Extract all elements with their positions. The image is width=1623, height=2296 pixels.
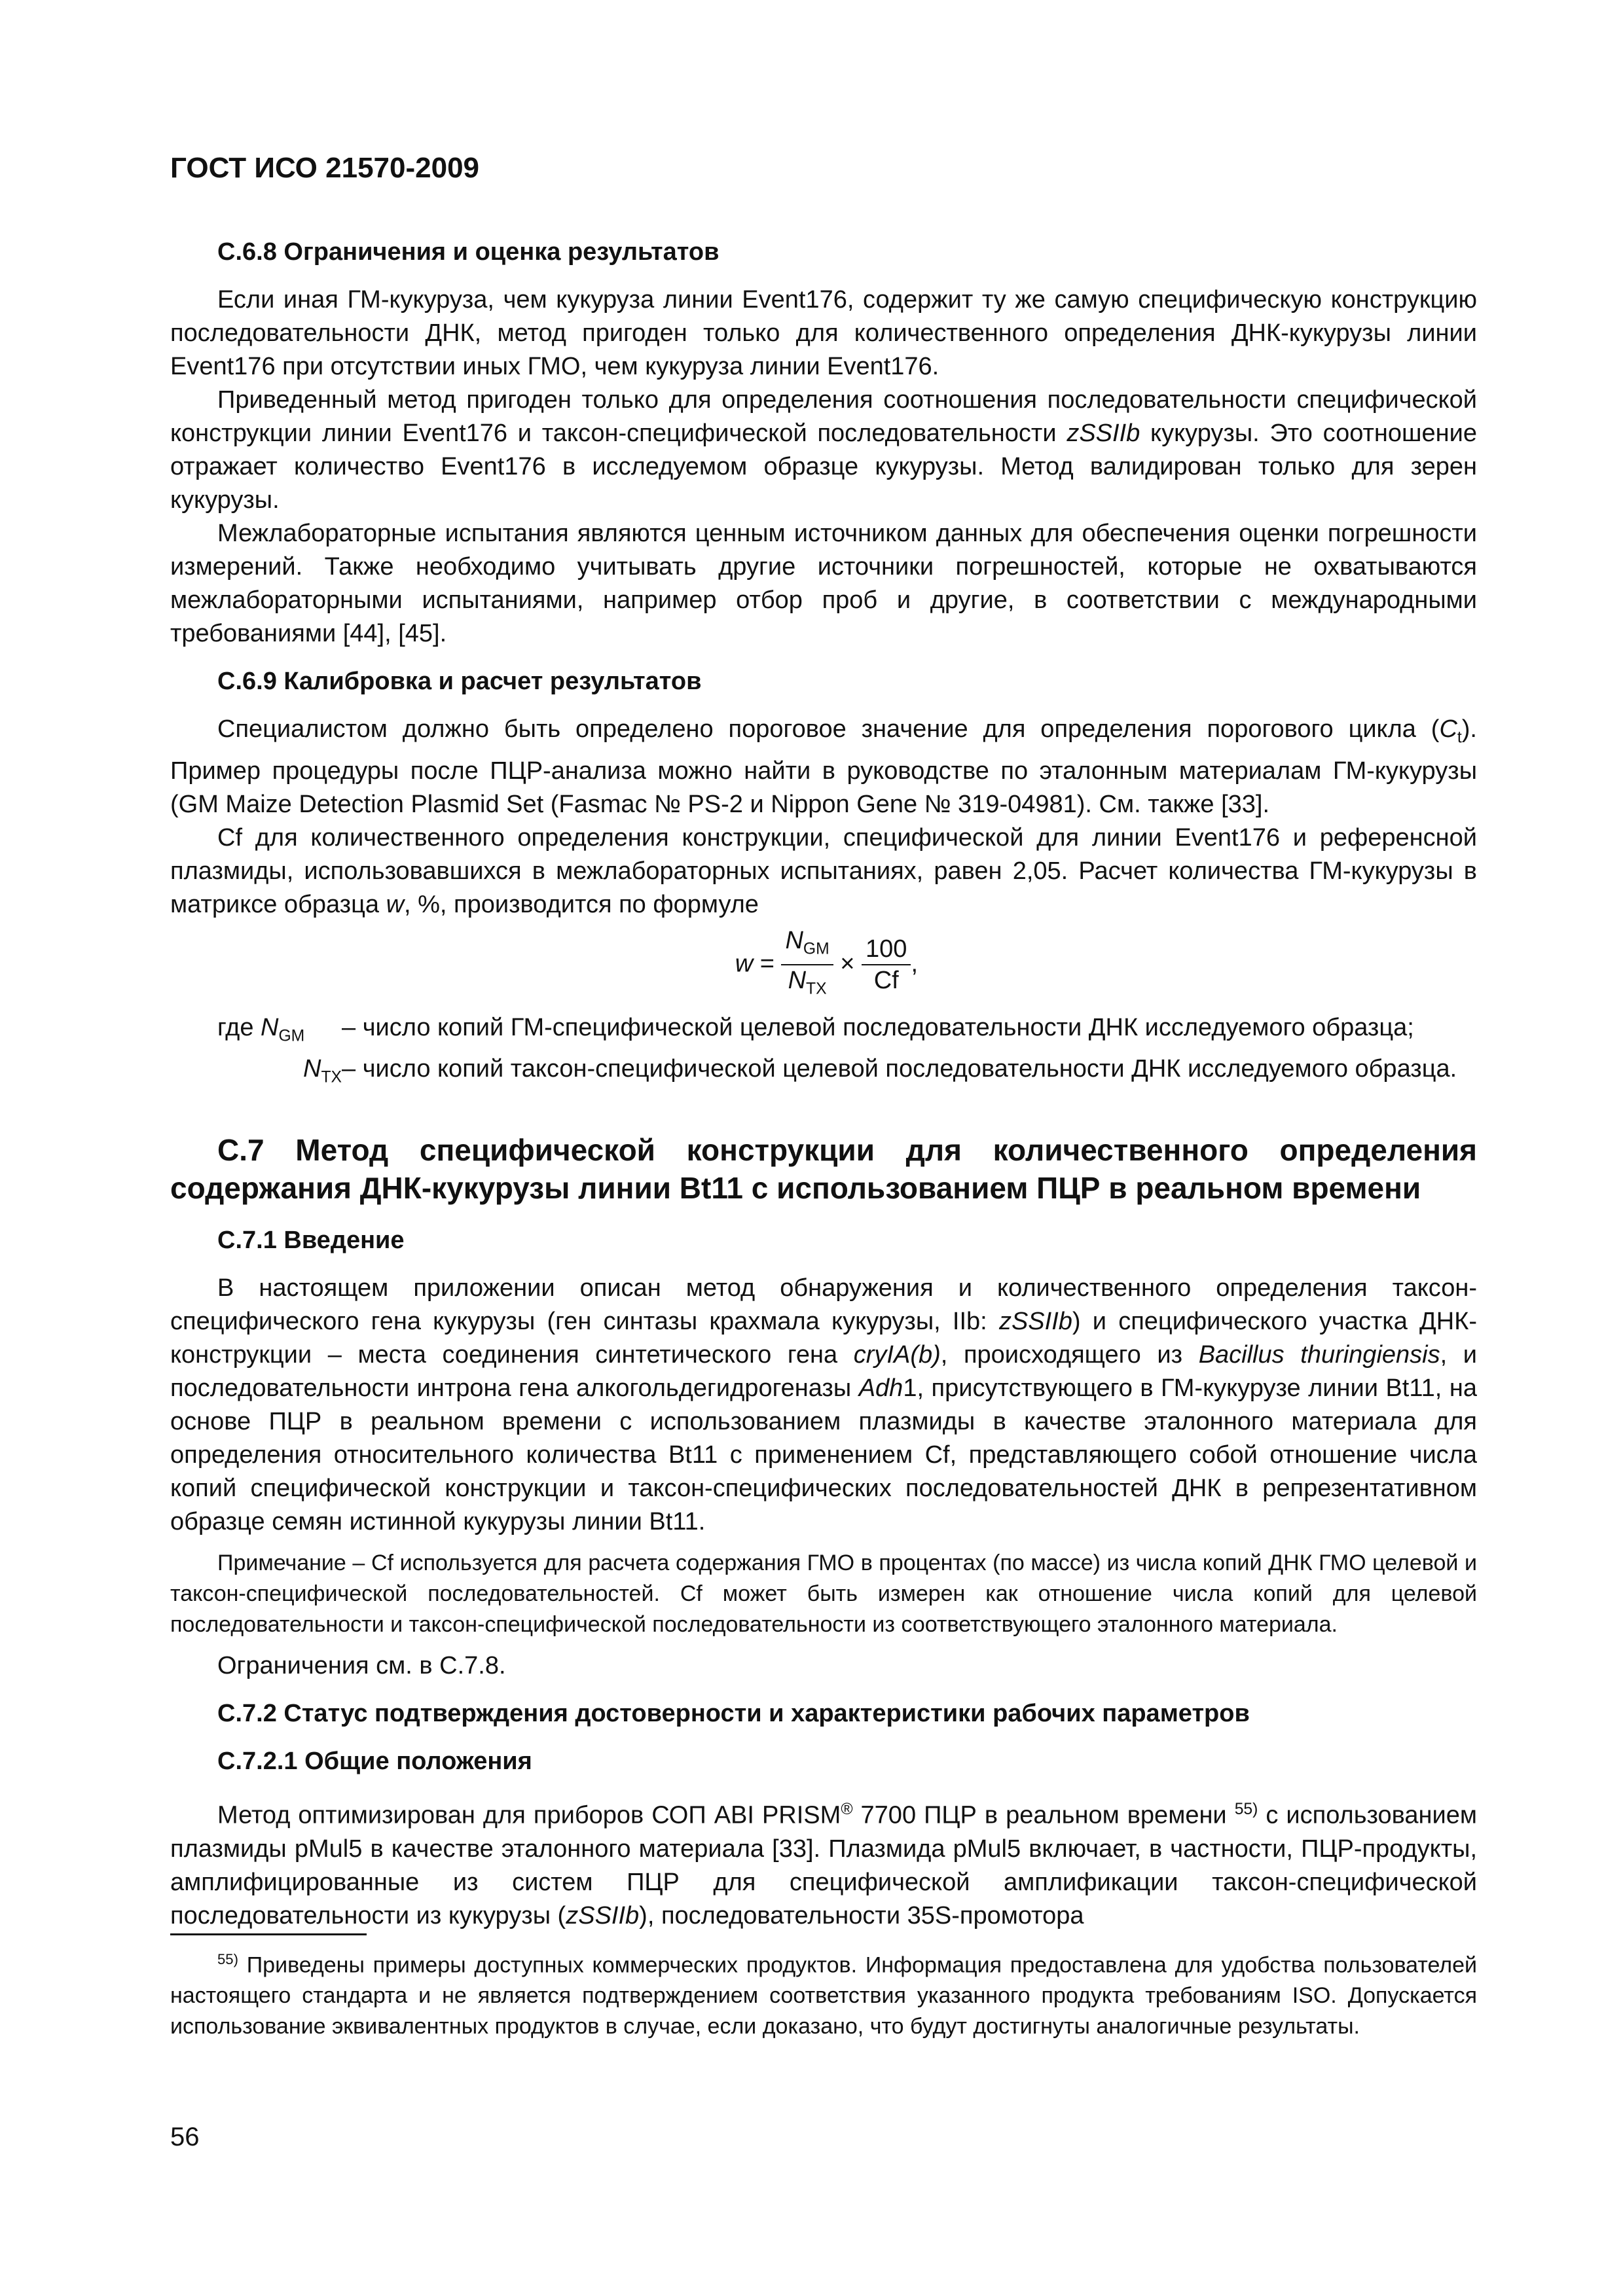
paragraph: Если иная ГМ-кукуруза, чем кукуруза линии Event176, содержит ту же самую специфическую конструкцию последовательности ДНК, метод пригоден только для количественного определения ДНК-кукурузы линии Event176 при отсутствии иных ГМО, чем кукуруза линии Event176. xyxy=(170,286,1477,380)
paragraph: В настоящем приложении описан метод обнаружения и количественного определения таксон-специфического гена кукурузы (ген синтазы крахмала кукурузы, IIb: zSSIIb) и специфического участка ДНК-конструкции – места соединения синтетического гена cryIA(b), происходящего из Bacillus thuringiensis, и последовательности интрона гена алкогольдегидрогеназы Adh1, присутствующего в ГМ-кукурузе линии Bt11, на основе ПЦР в реальном времени с использованием плазмиды в качестве эталонного материала для определения относительного количества Bt11 с применением Cf, представляющего собой отношение числа копий специфической конструкции и таксон-специфических последовательностей ДНК в репрезентативном образце семян истинной кукурузы линии Bt11. xyxy=(170,1274,1478,1535)
section-heading-c71: С.7.1 Введение xyxy=(217,1226,405,1254)
document-code: ГОСТ ИСО 21570-2009 xyxy=(170,152,480,184)
formula: w = $\frac{N_{GM}}{N_{TX}}$ × $\frac{100}{Cf}$ , xyxy=(170,925,1477,1005)
paragraph: Межлабораторные испытания являются ценным источником данных для обеспечения оценки погрешности измерений. Также необходимо учитывать другие источники погрешностей, которые не охватываются межлабораторными испытаниями, например отбор проб и другие, в соответствии с международными требованиями [44], [45]. xyxy=(170,520,1477,647)
section-heading-c7: С.7 Метод специфической конструкции для количественного определения содержания ДНК-кукурузы линии Bt11 с использованием ПЦР в реальном времени xyxy=(170,1132,1477,1205)
paragraph: Cf для количественного определения конструкции, специфической для линии Event176 и референсной плазмиды, использовавшихся в межлабораторных испытаниях, равен 2,05. Расчет количества ГМ-кукурузы в матриксе образца w, %, производится по формуле xyxy=(170,823,1477,918)
paragraph: Приведенный метод пригоден только для определения соотношения последовательности специфической конструкции линии Event176 и таксон-специфической последовательности zSSIIb кукурузы. Это соотношение отражает количество Event176 в исследуемом образце кукурузы. Метод валидирован только для зерен кукурузы. xyxy=(170,386,1477,514)
footnote-separator xyxy=(170,1933,367,1935)
footnote-marker: 55) xyxy=(217,1951,238,1967)
section-heading-c72: С.7.2 Статус подтверждения достоверности и характеристики рабочих параметров xyxy=(217,1699,1250,1727)
gene-name: zSSIIb xyxy=(1067,420,1140,447)
footnote-reference[interactable]: 55) xyxy=(1234,1800,1258,1818)
note: Примечание – Cf используется для расчета содержания ГМО в процентах (по массе) из числа копий ДНК ГМО целевой и таксон-специфической последовательностей. Cf может быть измерен как отношение числа копий для целевой последовательности и таксон-специфической последовательности из соответствующего эталонного материала. xyxy=(170,1550,1477,1637)
formula-legend-item: $N_{TX}$ – число копий таксон-специфической целевой последовательности ДНК исследуемого образца. xyxy=(303,1055,1457,1086)
formula-legend-item: где $N_{GM}$ – число копий ГМ-специфической целевой последовательности ДНК исследуемого образца; xyxy=(217,1013,1414,1045)
footnote: $^{55)}$ Приведены примеры доступных коммерческих продуктов. Информация предоставлена для удобства пользователей настоящего стандарта и не является подтверждением соответствия указанного продукта требованиям ISO. Допускается использование эквивалентных продуктов в случае, если доказано, что будут достигнуты аналогичные результаты. xyxy=(170,1951,1477,2039)
fraction-100-cf: $\frac{100}{Cf}$ xyxy=(862,934,911,996)
section-heading-c68: С.6.8 Ограничения и оценка результатов xyxy=(217,238,720,266)
paragraph: Метод оптимизирован для приборов СОП ABI PRISM® 7700 ПЦР в реальном времени $^{55)}$ с использованием плазмиды pMul5 в качестве эталонного материала [33]. Плазмида pMul5 включает, в частности, ПЦР-продукты, амплифицированные из систем ПЦР для специфической амплификации таксон-специфической последовательности из кукурузы (zSSIIb), последовательности 35S-промотора xyxy=(170,1800,1477,1929)
section-heading-c69: С.6.9 Калибровка и расчет результатов xyxy=(217,668,702,695)
page-number: 56 xyxy=(170,2123,200,2151)
fraction-ngm-ntx: $\frac{N_{GM}}{N_{TX}}$ xyxy=(781,925,833,1005)
section-heading-c721: С.7.2.1 Общие положения xyxy=(217,1747,532,1775)
paragraph: Ограничения см. в С.7.8. xyxy=(217,1651,506,1679)
paragraph: Специалистом должно быть определено пороговое значение для определения порогового цикла $(C_t)$. Пример процедуры после ПЦР-анализа можно найти в руководстве по эталонным материалам ГМ-кукурузы (GM Maize Detection Plasmid Set (Fasmac № PS-2 и Nippon Gene № 319-04981). См. также [33]. xyxy=(170,715,1477,818)
page-content xyxy=(170,0,1477,1933)
